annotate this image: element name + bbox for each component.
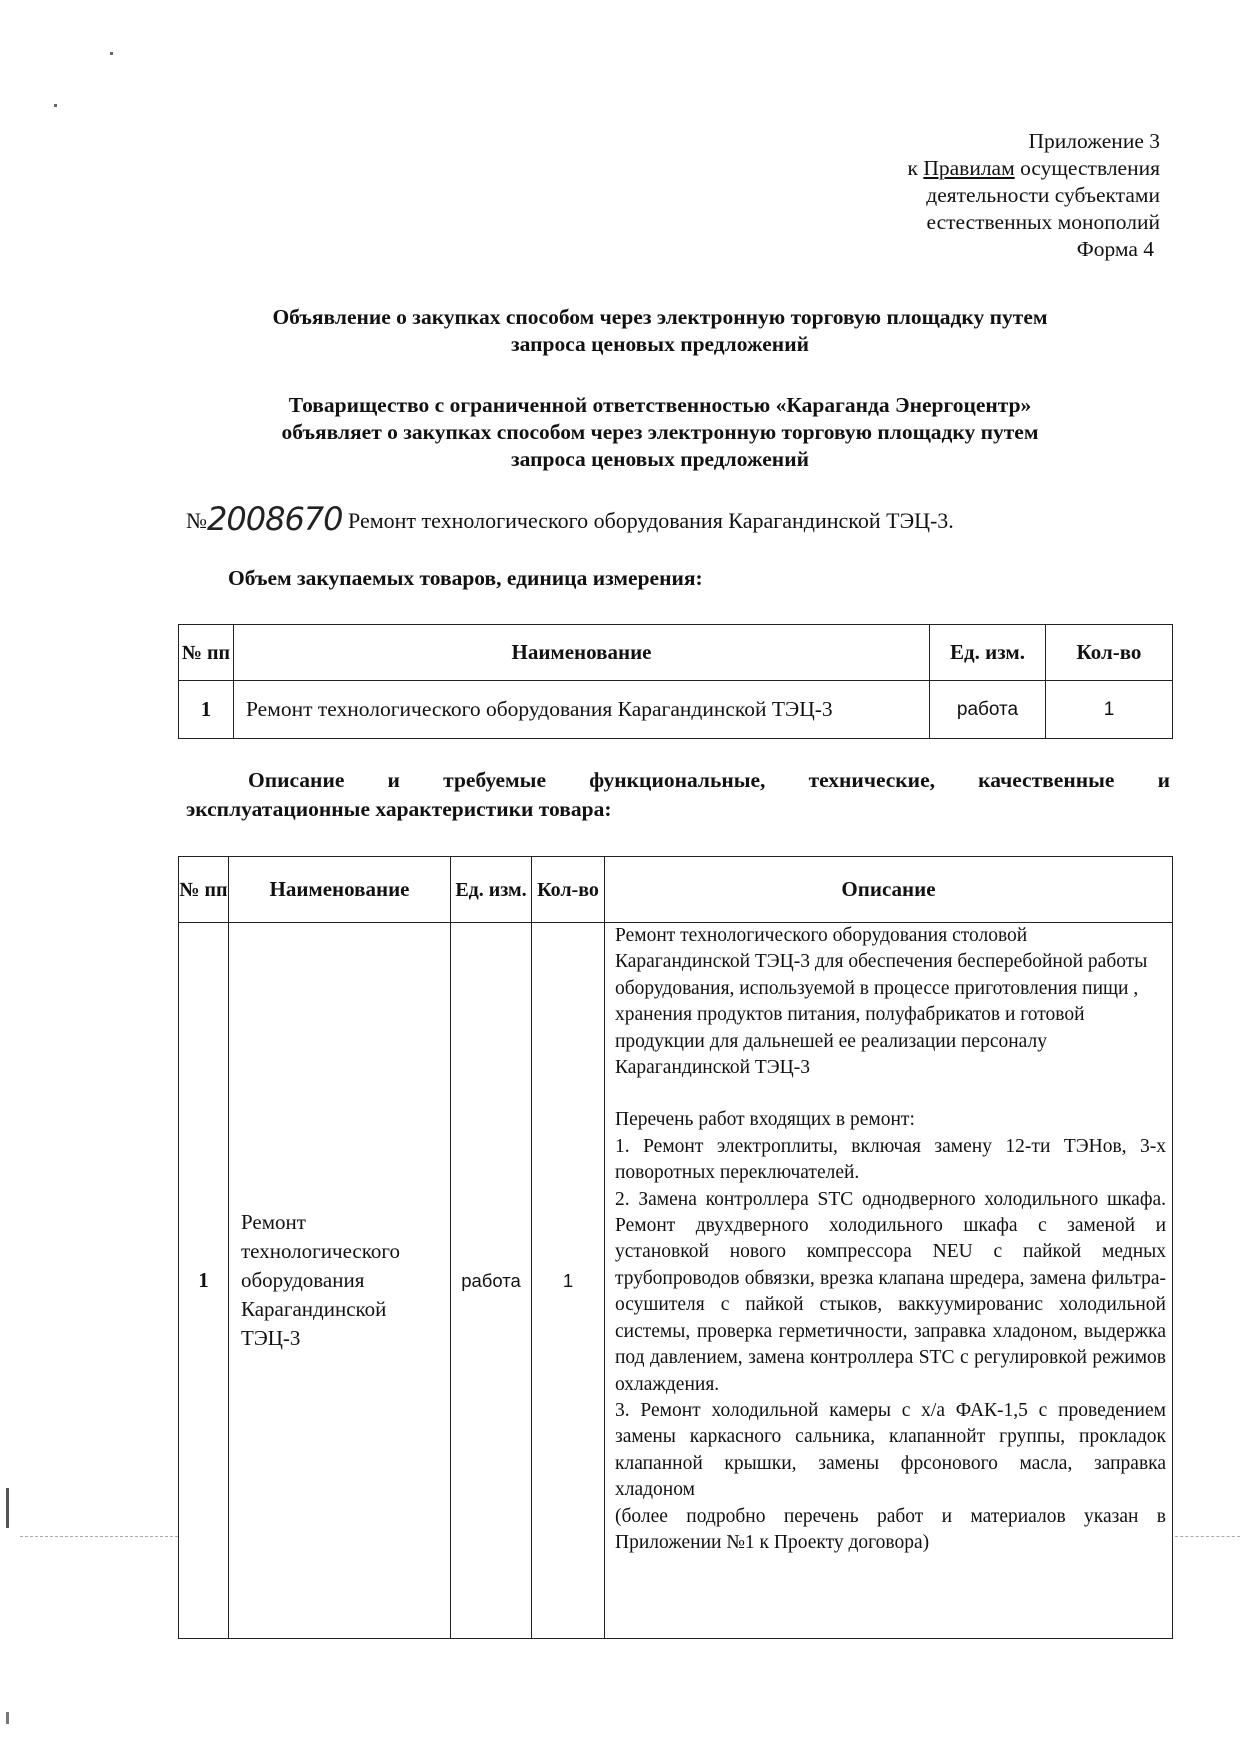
works-item: 1. Ремонт электроплиты, включая замену 12-ти ТЭНов, 3-х поворотных переключателей. bbox=[615, 1135, 1166, 1184]
row-unit: работа bbox=[930, 681, 1046, 739]
title-line: объявляет о закупках способом через электронную торговую площадку путем bbox=[281, 420, 1039, 444]
description-heading bbox=[186, 766, 1170, 824]
row-description bbox=[605, 923, 1173, 1639]
announcement-title bbox=[150, 304, 1170, 358]
col-desc-header: Описание bbox=[605, 857, 1173, 923]
fold-line-left bbox=[20, 1536, 178, 1537]
appendix-line: деятельности субъектами bbox=[926, 183, 1160, 207]
appendix-suffix: осуществления bbox=[1014, 156, 1160, 180]
volume-table bbox=[178, 624, 1173, 739]
description-table bbox=[178, 856, 1173, 1639]
scan-speck bbox=[54, 104, 57, 107]
heading-line: эксплуатационные характеристики товара: bbox=[186, 797, 612, 821]
volume-heading: Объем закупаемых товаров, единица измерения: bbox=[228, 566, 703, 590]
row-unit: работа bbox=[451, 923, 532, 1639]
row-num: 1 bbox=[179, 681, 234, 739]
scan-margin-mark bbox=[6, 1488, 9, 1528]
table-row bbox=[179, 681, 1173, 739]
number-sign: № bbox=[186, 508, 207, 533]
row-num: 1 bbox=[179, 923, 229, 1639]
row-name: Ремонт технологического оборудования Карагандинской ТЭЦ-3 bbox=[229, 923, 451, 1639]
works-item: 2. Замена контроллера STC однодверного холодильного шкафа. Ремонт двухдверного холодильного шкафа с заменой и установкой нового компрессора NEU с пайкой медных трубопроводов обвязки, врезка клапана шредера, замена фильтра-осушителя с пайкой стыков, ваккуумированис холодильной системы, проверка герметичности, заправка хладоном, выдержка под давлением, замена контроллера STC с регулировкой режимов охлаждения. bbox=[615, 1188, 1166, 1395]
table-row bbox=[179, 923, 1173, 1639]
organizer-statement bbox=[150, 392, 1170, 473]
works-item: 3. Ремонт холодильной камеры с х/а ФАК-1,5 с проведением замены каркасного сальника, клапаннойт группы, прокладок клапанной крышки, замены фрсонового масла, заправка хладоном bbox=[615, 1399, 1166, 1501]
description-intro: Ремонт технологического оборудования столовой Карагандинской ТЭЦ-3 для обеспечения бесперебойной работы оборудования, используемой в процессе приготовления пищи , хранения продуктов питания, полуфабрикатов и готовой продукции для дальнешей ее реализации персоналу Карагандинской ТЭЦ-3 bbox=[615, 925, 1148, 1079]
handwritten-lot-number: 2008670 bbox=[207, 500, 343, 538]
col-unit-header: Ед. изм. bbox=[930, 625, 1046, 681]
fold-line-right bbox=[1175, 1536, 1240, 1537]
appendix-header bbox=[700, 128, 1160, 263]
col-qty-header: Кол-во bbox=[1046, 625, 1173, 681]
form-number: Форма 4 bbox=[1076, 237, 1154, 261]
heading-line: Описание и требуемые функциональные, технические, качественные и bbox=[248, 768, 1170, 792]
title-line: запроса ценовых предложений bbox=[511, 332, 809, 356]
appendix-prefix: к bbox=[907, 156, 924, 180]
title-line: Товарищество с ограниченной ответственностью «Караганда Энергоцентр» bbox=[288, 393, 1032, 417]
row-qty: 1 bbox=[532, 923, 605, 1639]
works-list-title: Перечень работ входящих в ремонт: bbox=[615, 1109, 915, 1131]
description-note: (более подробно перечень работ и материалов указан в Приложении №1 к Проекту договора) bbox=[615, 1505, 1166, 1553]
title-line: запроса ценовых предложений bbox=[511, 447, 809, 471]
appendix-line: Приложение 3 bbox=[1028, 129, 1160, 153]
col-name-header: Наименование bbox=[229, 857, 451, 923]
col-name-header: Наименование bbox=[234, 625, 930, 681]
rules-link[interactable]: Правилам bbox=[923, 156, 1015, 180]
col-unit-header: Ед. изм. bbox=[451, 857, 532, 923]
col-num-header: № пп bbox=[179, 857, 229, 923]
col-qty-header: Кол-во bbox=[532, 857, 605, 923]
lot-name: Ремонт технологического оборудования Карагандинской ТЭЦ-3. bbox=[348, 508, 954, 533]
scan-speck bbox=[110, 52, 113, 55]
col-num-header: № пп bbox=[179, 625, 234, 681]
scan-margin-mark bbox=[6, 1712, 9, 1724]
title-line: Объявление о закупках способом через электронную торговую площадку путем bbox=[272, 305, 1048, 329]
appendix-line: естественных монополий bbox=[926, 210, 1160, 234]
lot-line bbox=[186, 500, 954, 538]
appendix-line bbox=[700, 155, 1160, 182]
row-name: Ремонт технологического оборудования Карагандинской ТЭЦ-3 bbox=[234, 681, 930, 739]
row-qty: 1 bbox=[1046, 681, 1173, 739]
